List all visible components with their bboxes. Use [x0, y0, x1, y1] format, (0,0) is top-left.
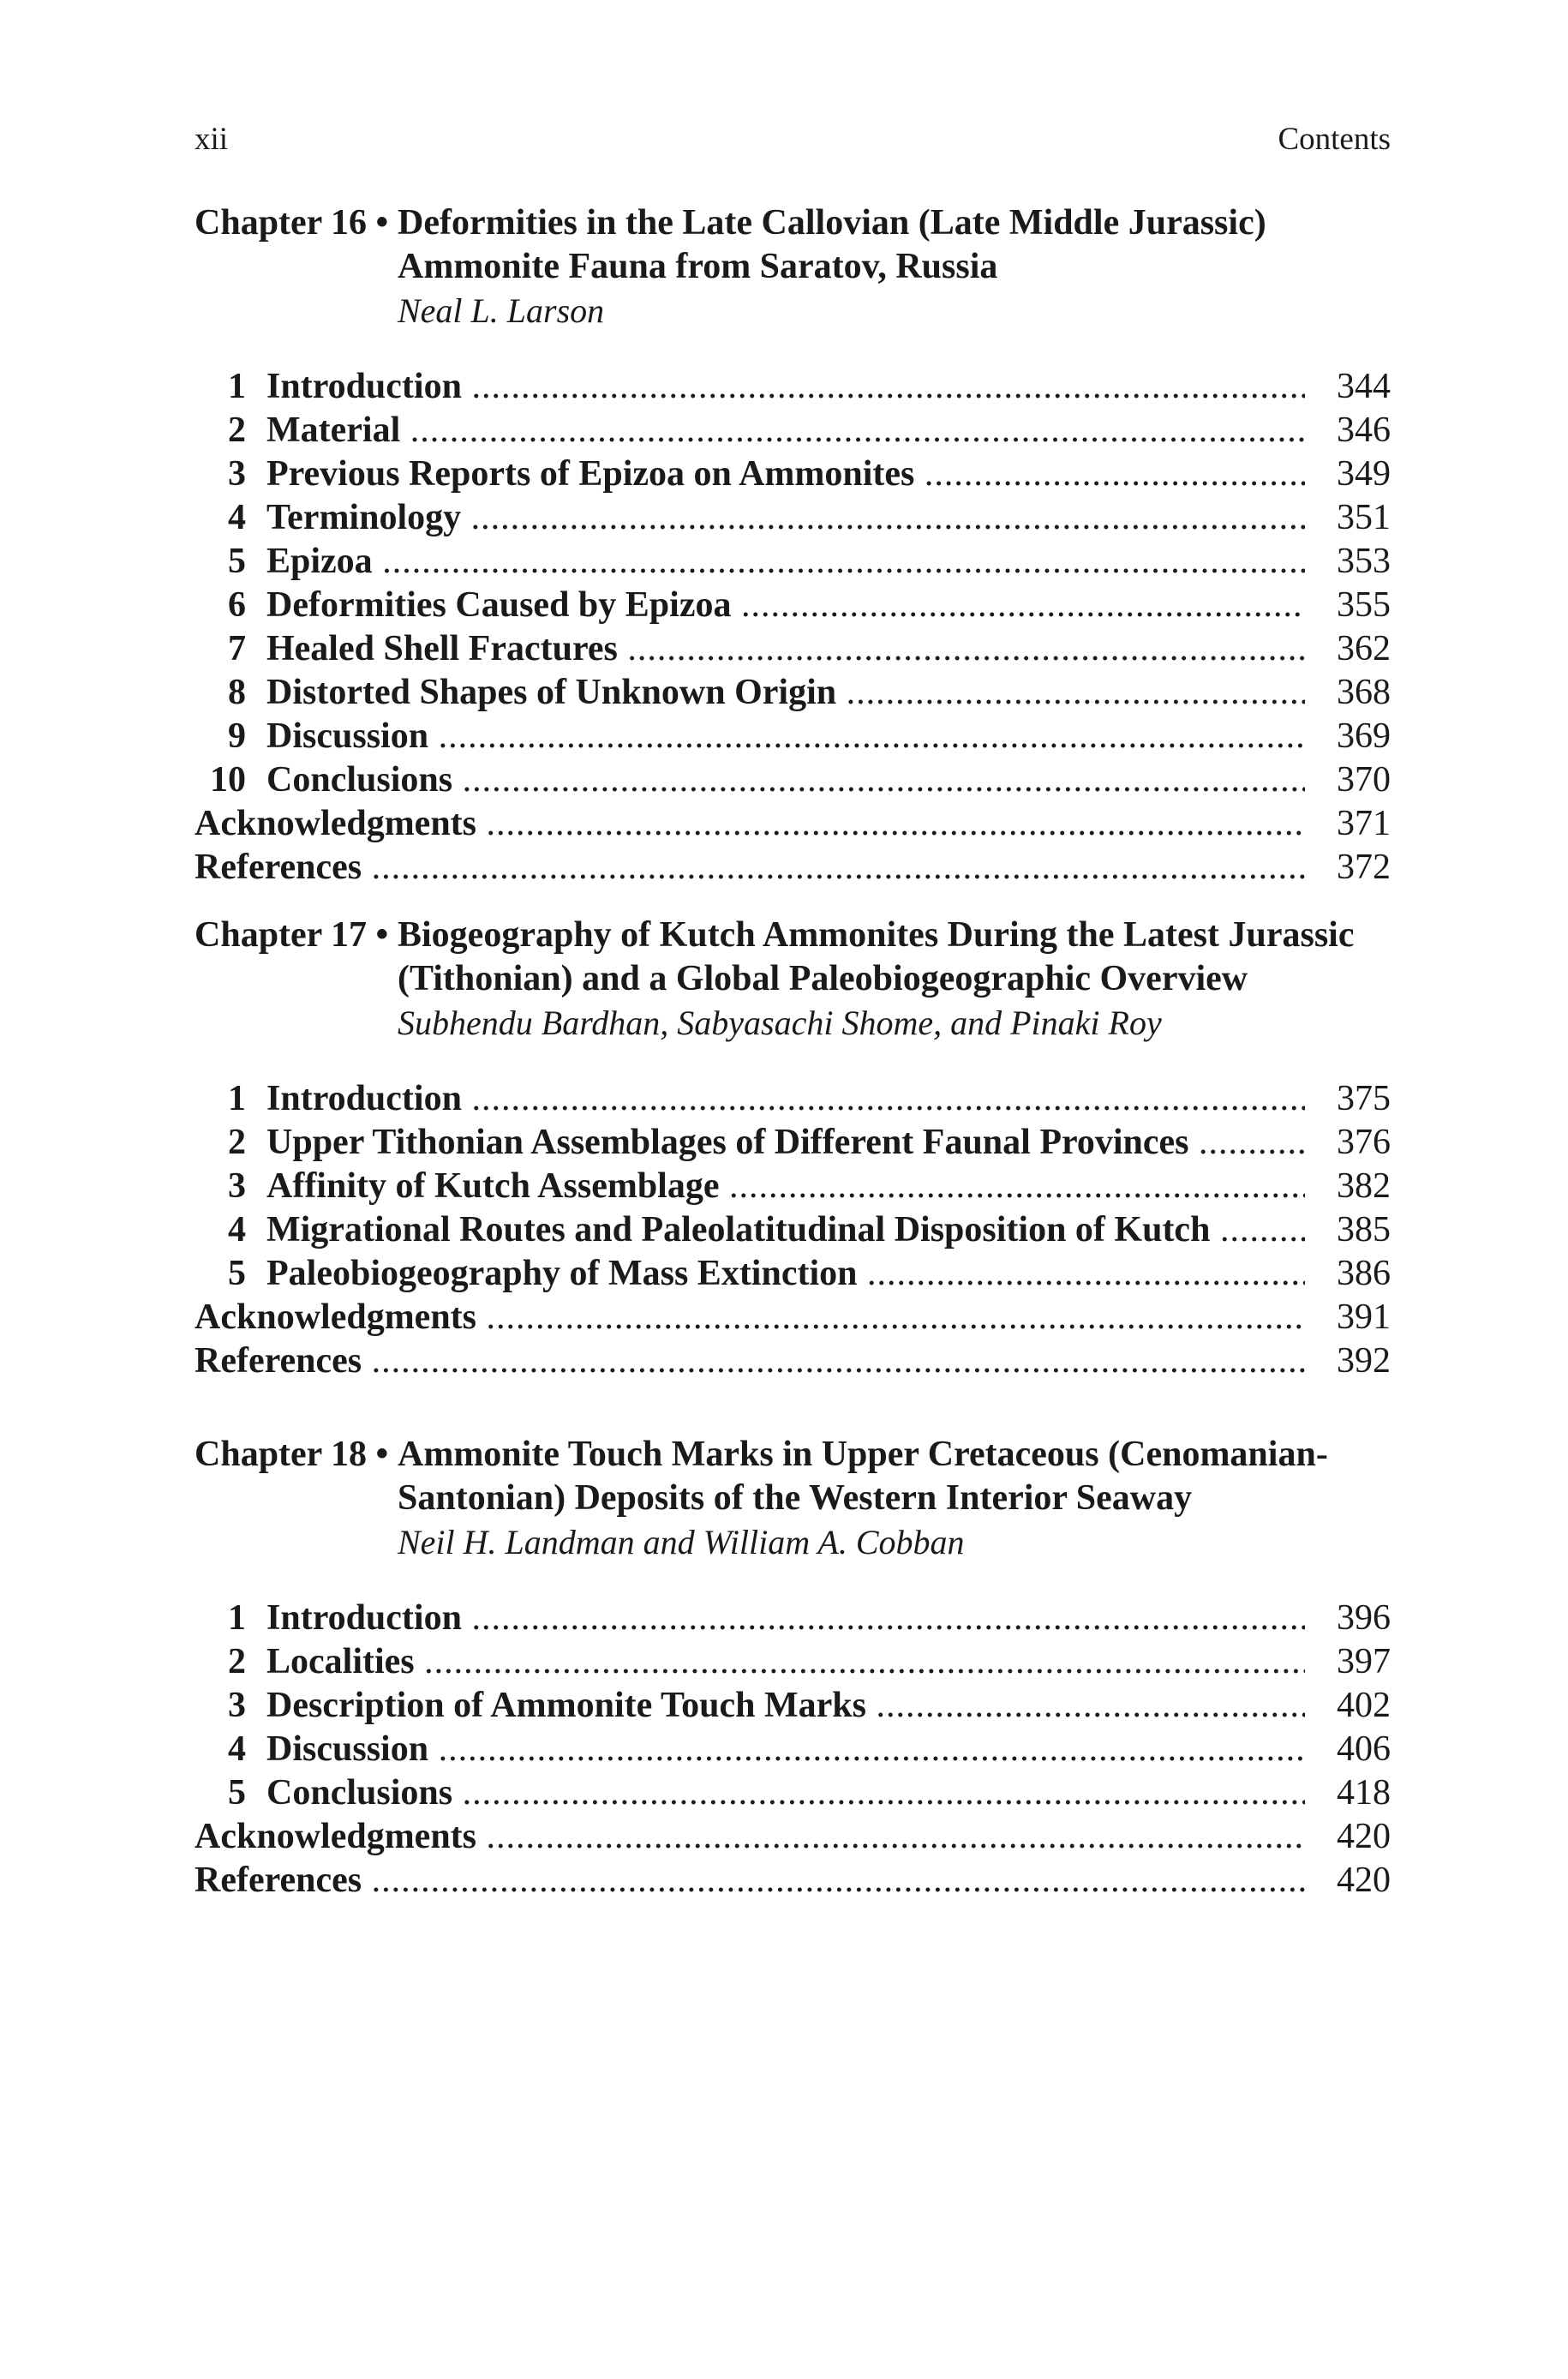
toc-entry[interactable] [195, 1208, 1391, 1252]
entry-label: Localities [266, 1642, 415, 1681]
entry-page: 371 [1337, 804, 1391, 843]
entry-page: 369 [1337, 716, 1391, 756]
entry-label: References [195, 848, 362, 887]
toc-entry[interactable] [195, 1121, 1391, 1165]
entry-label: Discussion [266, 1729, 429, 1769]
entry-label: Previous Reports of Epizoa on Ammonites [266, 454, 915, 494]
toc-entry[interactable] [195, 1640, 1391, 1684]
chapter-title: Biogeography of Kutch Ammonites During the Latest Jurassic (Tithonian) and a Global Paleobiogeographic Overview [398, 915, 1355, 998]
entry-number: 4 [228, 1210, 246, 1249]
entry-page: 362 [1337, 629, 1391, 668]
entry-label: Discussion [266, 716, 429, 756]
toc-entry[interactable] [195, 627, 1391, 671]
entry-page: 402 [1337, 1686, 1391, 1725]
entry-number: 1 [228, 367, 246, 406]
entry-number: 5 [228, 542, 246, 581]
toc-list [195, 1597, 1391, 1903]
chapter-17 [195, 914, 1391, 1383]
entry-label: Description of Ammonite Touch Marks [266, 1686, 867, 1725]
entry-label: Conclusions [266, 760, 453, 800]
toc-entry[interactable] [195, 1252, 1391, 1296]
chapter-16 [195, 201, 1391, 890]
entry-page: 353 [1337, 542, 1391, 581]
entry-label: Conclusions [266, 1773, 453, 1813]
entry-label: Acknowledgments [195, 1817, 477, 1856]
entry-number: 4 [228, 498, 246, 537]
entry-label: Introduction [266, 367, 462, 406]
entry-label: Epizoa [266, 542, 373, 581]
entry-label: Introduction [266, 1598, 462, 1638]
toc-entry[interactable] [195, 1077, 1391, 1121]
entry-number: 2 [228, 1123, 246, 1162]
entry-number: 5 [228, 1254, 246, 1293]
toc-entry[interactable] [195, 1684, 1391, 1728]
toc-entry[interactable] [195, 496, 1391, 540]
entry-number: 1 [228, 1079, 246, 1118]
entry-label: Introduction [266, 1079, 462, 1118]
entry-number: 7 [228, 629, 246, 668]
chapter-authors: Subhendu Bardhan, Sabyasachi Shome, and Pinaki Roy [398, 1004, 1162, 1042]
entry-page: 351 [1337, 498, 1391, 537]
entry-page: 349 [1337, 454, 1391, 494]
entry-number: 1 [228, 1598, 246, 1638]
entry-page: 344 [1337, 367, 1391, 406]
entry-label: Distorted Shapes of Unknown Origin [266, 673, 837, 712]
toc-entry[interactable] [195, 365, 1391, 409]
toc-entry[interactable] [195, 584, 1391, 627]
entry-number: 6 [228, 585, 246, 625]
entry-label: Paleobiogeography of Mass Extinction [266, 1254, 858, 1293]
toc-entry[interactable] [195, 715, 1391, 758]
entry-page: 396 [1337, 1598, 1391, 1638]
entry-label: Healed Shell Fractures [266, 629, 618, 668]
entry-number: 3 [228, 454, 246, 494]
entry-number: 3 [228, 1166, 246, 1206]
entry-page: 368 [1337, 673, 1391, 712]
entry-page: 370 [1337, 760, 1391, 800]
entry-label: References [195, 1861, 362, 1900]
entry-page: 375 [1337, 1079, 1391, 1118]
entry-number: 2 [228, 410, 246, 450]
toc-entry[interactable] [195, 1771, 1391, 1815]
toc-entry-acknowledgments[interactable] [195, 1296, 1391, 1339]
chapter-authors: Neal L. Larson [398, 291, 605, 330]
entry-page: 406 [1337, 1729, 1391, 1769]
chapter-heading [195, 914, 1391, 1045]
entry-number: 9 [228, 716, 246, 756]
entry-label: Migrational Routes and Paleolatitudinal Disposition of Kutch [266, 1210, 1211, 1249]
running-head [195, 118, 1391, 161]
entry-number: 2 [228, 1642, 246, 1681]
entry-label: Acknowledgments [195, 1297, 477, 1337]
entry-number: 8 [228, 673, 246, 712]
entry-page: 420 [1337, 1861, 1391, 1900]
toc-entry[interactable] [195, 1165, 1391, 1208]
entry-number: 4 [228, 1729, 246, 1769]
entry-number: 3 [228, 1686, 246, 1725]
chapter-title: Deformities in the Late Callovian (Late Middle Jurassic) Ammonite Fauna from Saratov, Russia [398, 203, 1266, 286]
entry-label: Material [266, 410, 401, 450]
entry-number: 10 [210, 760, 246, 800]
toc-entry[interactable] [195, 758, 1391, 802]
entry-page: 346 [1337, 410, 1391, 450]
toc-entry[interactable] [195, 452, 1391, 496]
chapter-18 [195, 1433, 1391, 1903]
toc-entry[interactable] [195, 1597, 1391, 1640]
toc-list [195, 1077, 1391, 1383]
entry-page: 420 [1337, 1817, 1391, 1856]
entry-page: 372 [1337, 848, 1391, 887]
entry-label: Upper Tithonian Assemblages of Different Faunal Provinces [266, 1123, 1189, 1162]
chapter-label: Chapter 16 • [195, 203, 389, 243]
toc-entry[interactable] [195, 671, 1391, 715]
entry-page: 385 [1337, 1210, 1391, 1249]
entry-page: 418 [1337, 1773, 1391, 1813]
toc-entry[interactable] [195, 1728, 1391, 1771]
entry-page: 355 [1337, 585, 1391, 625]
entry-label: Acknowledgments [195, 804, 477, 843]
running-title: Contents [1278, 122, 1391, 157]
entry-page: 382 [1337, 1166, 1391, 1206]
entry-number: 5 [228, 1773, 246, 1813]
entry-page: 376 [1337, 1123, 1391, 1162]
entry-page: 397 [1337, 1642, 1391, 1681]
chapter-authors: Neil H. Landman and William A. Cobban [398, 1523, 965, 1561]
toc-list [195, 365, 1391, 890]
entry-label: References [195, 1341, 362, 1381]
chapter-title: Ammonite Touch Marks in Upper Cretaceous (Cenomanian-Santonian) Deposits of the Western Interior Seaway [398, 1435, 1328, 1518]
entry-page: 392 [1337, 1341, 1391, 1381]
chapter-heading [195, 1433, 1391, 1564]
toc-entry-acknowledgments[interactable] [195, 802, 1391, 846]
entry-page: 391 [1337, 1297, 1391, 1337]
chapter-heading [195, 201, 1391, 333]
toc-entry[interactable] [195, 409, 1391, 452]
entry-label: Affinity of Kutch Assemblage [266, 1166, 720, 1206]
toc-entry-references[interactable] [195, 1859, 1391, 1903]
page-number: xii [195, 122, 229, 157]
chapter-label: Chapter 17 • [195, 915, 389, 955]
entry-label: Deformities Caused by Epizoa [266, 585, 732, 625]
chapter-label: Chapter 18 • [195, 1435, 389, 1474]
toc-entry[interactable] [195, 540, 1391, 584]
toc-entry-acknowledgments[interactable] [195, 1815, 1391, 1859]
entry-page: 386 [1337, 1254, 1391, 1293]
toc-entry-references[interactable] [195, 846, 1391, 890]
entry-label: Terminology [266, 498, 462, 537]
toc-entry-references[interactable] [195, 1339, 1391, 1383]
